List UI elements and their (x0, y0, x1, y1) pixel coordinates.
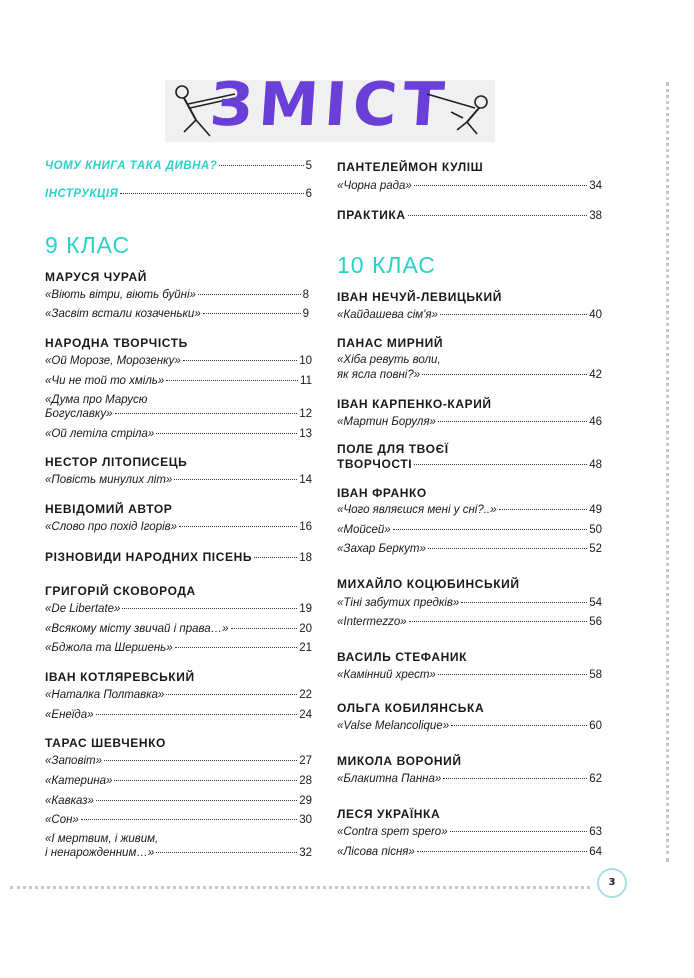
toc-entry[interactable]: «Енеїда» 24 (45, 709, 312, 721)
toc-entry-line1: «Дума про Марусю (45, 394, 148, 406)
author-heading: ГРИГОРІЙ СКОВОРОДА (45, 584, 196, 598)
author-heading: НАРОДНА ТВОРЧІСТЬ (45, 336, 188, 350)
toc-entry[interactable]: «Захар Беркут» 52 (337, 543, 602, 555)
toc-entry[interactable]: Богуславку» 12 (45, 408, 312, 420)
toc-entry[interactable]: ПРАКТИКА 38 (337, 208, 602, 222)
author-heading: МАРУСЯ ЧУРАЙ (45, 270, 147, 284)
toc-entry[interactable]: «Кавказ» 29 (45, 795, 312, 807)
author-heading: ІВАН ФРАНКО (337, 486, 427, 500)
toc-entry[interactable]: і ненарожденним…» 32 (45, 847, 312, 859)
toc-entry[interactable]: ТВОРЧОСТІ 48 (337, 457, 602, 471)
toc-entry[interactable]: «Чого являєшся мені у сні?..» 49 (337, 504, 602, 516)
toc-entry[interactable]: ЧОМУ КНИГА ТАКА ДИВНА? 5 (45, 160, 312, 172)
author-heading: МИКОЛА ВОРОНИЙ (337, 754, 462, 768)
toc-entry[interactable]: ІНСТРУКЦІЯ 6 (45, 188, 312, 200)
author-heading: ТАРАС ШЕВЧЕНКО (45, 736, 166, 750)
dotted-border-vertical (666, 82, 669, 862)
author-heading: МИХАЙЛО КОЦЮБИНСЬКИЙ (337, 577, 520, 591)
toc-entry[interactable]: «Наталка Полтавка» 22 (45, 689, 312, 701)
toc-entry[interactable]: РІЗНОВИДИ НАРОДНИХ ПІСЕНЬ 18 (45, 550, 312, 564)
toc-entry[interactable]: «Кайдашева сім'я» 40 (337, 309, 602, 321)
toc-entry[interactable]: «Чи не той то хміль» 11 (45, 375, 312, 387)
toc-entry[interactable]: «Блакитна Панна» 62 (337, 773, 602, 785)
toc-entry-line1: «І мертвим, і живим, (45, 833, 159, 845)
toc-entry[interactable]: «Віють вітри, віють буйні» 8 (45, 289, 309, 301)
toc-entry[interactable]: «Камінний хрест» 58 (337, 669, 602, 681)
author-heading: ІВАН КАРПЕНКО-КАРИЙ (337, 397, 492, 411)
toc-entry[interactable]: «Мойсей» 50 (337, 524, 602, 536)
toc-entry[interactable]: «Всякому місту звичай і права…» 20 (45, 623, 312, 635)
toc-entry-line1: «Хіба ревуть воли, (337, 354, 441, 366)
toc-entry[interactable]: «Чорна рада» 34 (337, 180, 602, 192)
author-heading: ІВАН КОТЛЯРЕВСЬКИЙ (45, 670, 195, 684)
dotted-border-horizontal (10, 886, 590, 889)
author-heading: НЕСТОР ЛІТОПИСЕЦЬ (45, 455, 188, 469)
title-banner (165, 70, 495, 142)
stick-figure-pulling-right-icon (427, 80, 493, 142)
toc-entry[interactable]: «Ой летіла стріла» 13 (45, 428, 312, 440)
toc-entry[interactable]: «Contra spem spero» 63 (337, 826, 602, 838)
toc-entry[interactable]: «Ой Морозе, Морозенку» 10 (45, 355, 312, 367)
grade-heading-10: 10 КЛАС (337, 252, 436, 278)
toc-entry[interactable]: «Заповіт» 27 (45, 755, 312, 767)
toc-entry[interactable]: «Повість минулих літ» 14 (45, 474, 312, 486)
toc-entry[interactable]: «Слово про похід Ігорів» 16 (45, 521, 312, 533)
author-heading: ПАНТЕЛЕЙМОН КУЛІШ (337, 160, 484, 174)
author-heading: ІВАН НЕЧУЙ-ЛЕВИЦЬКИЙ (337, 290, 502, 304)
author-heading: ОЛЬГА КОБИЛЯНСЬКА (337, 701, 485, 715)
page-number: 3 (597, 868, 627, 898)
toc-entry[interactable]: «Intermezzo» 56 (337, 616, 602, 628)
page-title: ЗМІСТ (207, 70, 453, 140)
toc-entry[interactable]: «Сон» 30 (45, 814, 312, 826)
toc-entry[interactable]: «Лісова пісня» 64 (337, 846, 602, 858)
toc-entry[interactable]: «Катерина» 28 (45, 775, 312, 787)
author-heading: НЕВІДОМИЙ АВТОР (45, 502, 173, 516)
toc-entry[interactable]: «Valse Melancolique» 60 (337, 720, 602, 732)
author-heading: ПАНАС МИРНИЙ (337, 336, 444, 350)
toc-entry[interactable]: «De Libertate» 19 (45, 603, 312, 615)
section-heading-line1: ПОЛЕ ДЛЯ ТВОЄЇ (337, 442, 449, 456)
author-heading: ВАСИЛЬ СТЕФАНИК (337, 650, 468, 664)
toc-entry[interactable]: «Засвіт встали козаченьки» 9 (45, 308, 309, 320)
toc-entry[interactable]: «Тіні забутих предків» 54 (337, 597, 602, 609)
grade-heading-9: 9 КЛАС (45, 232, 131, 258)
author-heading: ЛЕСЯ УКРАЇНКА (337, 807, 441, 821)
toc-entry[interactable]: як ясла повні?» 42 (337, 369, 602, 381)
toc-entry[interactable]: «Мартин Боруля» 46 (337, 416, 602, 428)
toc-entry[interactable]: «Бджола та Шершень» 21 (45, 642, 312, 654)
